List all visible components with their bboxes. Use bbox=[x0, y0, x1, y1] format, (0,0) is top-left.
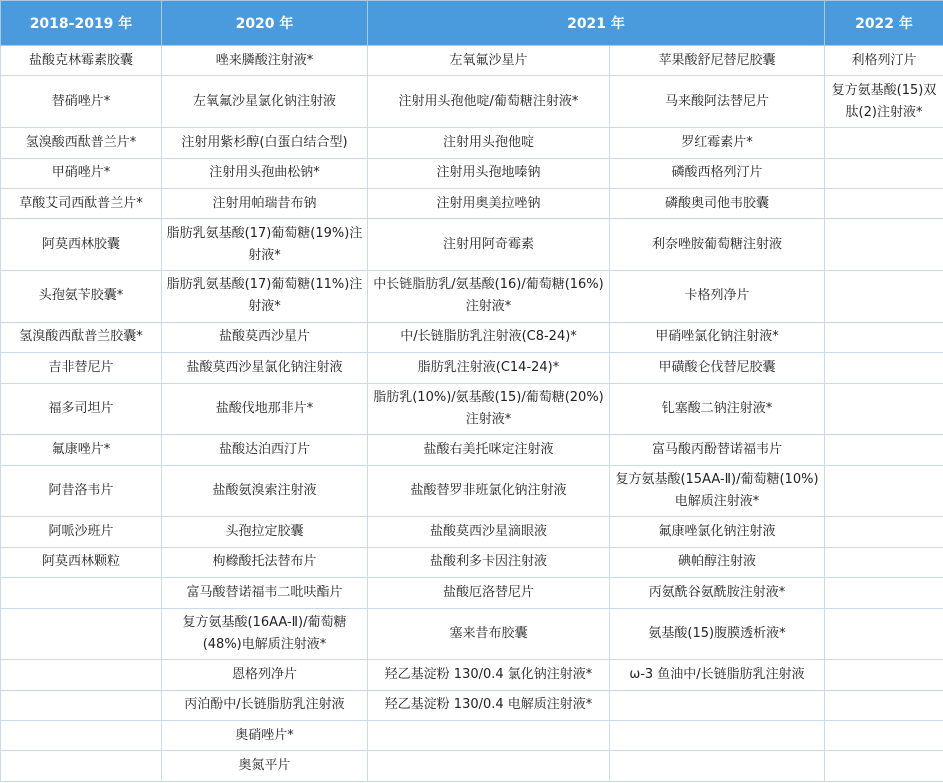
table-cell-col-2020: 奥硝唑片* bbox=[162, 721, 368, 751]
table-cell-col-2021a: 盐酸右美托咪定注射液 bbox=[368, 435, 610, 465]
table-row bbox=[1, 76, 943, 128]
table-cell-col-2018-2019: 阿莫西林颗粒 bbox=[1, 547, 162, 577]
table-cell-col-2022 bbox=[825, 660, 943, 690]
table-cell-col-2021a: 脂肪乳注射液(C14-24)* bbox=[368, 353, 610, 383]
table-cell-col-2018-2019 bbox=[1, 608, 162, 660]
table-row bbox=[1, 547, 943, 577]
table-cell-col-2021b: 磷酸西格列汀片 bbox=[610, 158, 825, 188]
table-row bbox=[1, 188, 943, 218]
table-cell-col-2022 bbox=[825, 128, 943, 158]
table-cell-col-2022 bbox=[825, 578, 943, 608]
table-cell-col-2021b: 磷酸奥司他韦胶囊 bbox=[610, 188, 825, 218]
header-2021: 2021 年 bbox=[368, 1, 825, 46]
table-cell-col-2021a: 左氧氟沙星片 bbox=[368, 46, 610, 76]
table-cell-col-2021a: 注射用阿奇霉素 bbox=[368, 219, 610, 271]
table-row bbox=[1, 128, 943, 158]
table-cell-col-2021a: 塞来昔布胶囊 bbox=[368, 608, 610, 660]
table-cell-col-2020: 左氧氟沙星氯化钠注射液 bbox=[162, 76, 368, 128]
table-cell-col-2021a: 羟乙基淀粉 130/0.4 氯化钠注射液* bbox=[368, 660, 610, 690]
table-cell-col-2021a: 注射用头孢他啶 bbox=[368, 128, 610, 158]
table-row bbox=[1, 660, 943, 690]
table-cell-col-2020: 盐酸莫西沙星片 bbox=[162, 322, 368, 352]
table-cell-col-2020: 盐酸莫西沙星氯化钠注射液 bbox=[162, 353, 368, 383]
table-row bbox=[1, 517, 943, 547]
table-cell-col-2020: 注射用紫杉醇(白蛋白结合型) bbox=[162, 128, 368, 158]
table-cell-col-2022 bbox=[825, 435, 943, 465]
table-cell-col-2021a: 盐酸厄洛替尼片 bbox=[368, 578, 610, 608]
table-cell-col-2022 bbox=[825, 608, 943, 660]
table-cell-col-2018-2019: 阿昔洛韦片 bbox=[1, 465, 162, 517]
table-cell-col-2021b: 罗红霉素片* bbox=[610, 128, 825, 158]
table-cell-col-2018-2019: 替硝唑片* bbox=[1, 76, 162, 128]
table-row bbox=[1, 219, 943, 271]
table-row bbox=[1, 46, 943, 76]
table-cell-col-2021b: 碘帕醇注射液 bbox=[610, 547, 825, 577]
table-cell-col-2021a: 脂肪乳(10%)/氨基酸(15)/葡萄糖(20%)注射液* bbox=[368, 383, 610, 435]
table-cell-col-2021a bbox=[368, 721, 610, 751]
table-cell-col-2020: 复方氨基酸(16AA-Ⅱ)/葡萄糖(48%)电解质注射液* bbox=[162, 608, 368, 660]
table-cell-col-2018-2019: 氟康唑片* bbox=[1, 435, 162, 465]
table-row bbox=[1, 158, 943, 188]
table-cell-col-2021a: 注射用头孢地嗪钠 bbox=[368, 158, 610, 188]
table-cell-col-2021b: 丙氨酰谷氨酰胺注射液* bbox=[610, 578, 825, 608]
table-cell-col-2020: 注射用头孢曲松钠* bbox=[162, 158, 368, 188]
table-cell-col-2021b bbox=[610, 690, 825, 720]
table-cell-col-2021b: 甲硝唑氯化钠注射液* bbox=[610, 322, 825, 352]
table-cell-col-2021b: 氟康唑氯化钠注射液 bbox=[610, 517, 825, 547]
table-cell-col-2021a: 注射用奥美拉唑钠 bbox=[368, 188, 610, 218]
table-cell-col-2020: 富马酸替诺福韦二吡呋酯片 bbox=[162, 578, 368, 608]
table-cell-col-2018-2019: 福多司坦片 bbox=[1, 383, 162, 435]
table-cell-col-2018-2019: 草酸艾司西酞普兰片* bbox=[1, 188, 162, 218]
header-2020: 2020 年 bbox=[162, 1, 368, 46]
table-cell-col-2021b: ω-3 鱼油中/长链脂肪乳注射液 bbox=[610, 660, 825, 690]
table-cell-col-2021a bbox=[368, 751, 610, 782]
table-cell-col-2021b bbox=[610, 751, 825, 782]
table-cell-col-2022 bbox=[825, 353, 943, 383]
table-cell-col-2020: 枸橼酸托法替布片 bbox=[162, 547, 368, 577]
table-cell-col-2021b: 苹果酸舒尼替尼胶囊 bbox=[610, 46, 825, 76]
table-cell-col-2022 bbox=[825, 219, 943, 271]
table-row bbox=[1, 353, 943, 383]
table-cell-col-2018-2019: 氢溴酸西酞普兰胶囊* bbox=[1, 322, 162, 352]
table-cell-col-2022 bbox=[825, 517, 943, 547]
table-cell-col-2018-2019 bbox=[1, 578, 162, 608]
table-cell-col-2021a: 盐酸替罗非班氯化钠注射液 bbox=[368, 465, 610, 517]
header-row bbox=[1, 1, 943, 46]
header-2022: 2022 年 bbox=[825, 1, 943, 46]
table-cell-col-2022 bbox=[825, 690, 943, 720]
table-cell-col-2021a: 羟乙基淀粉 130/0.4 电解质注射液* bbox=[368, 690, 610, 720]
table-cell-col-2020: 脂肪乳氨基酸(17)葡萄糖(11%)注射液* bbox=[162, 271, 368, 323]
table-cell-col-2020: 盐酸氨溴索注射液 bbox=[162, 465, 368, 517]
table-cell-col-2020: 注射用帕瑞昔布钠 bbox=[162, 188, 368, 218]
table-cell-col-2020: 头孢拉定胶囊 bbox=[162, 517, 368, 547]
table-cell-col-2021b: 钆塞酸二钠注射液* bbox=[610, 383, 825, 435]
table-cell-col-2021b: 氨基酸(15)腹膜透析液* bbox=[610, 608, 825, 660]
header-2018-2019: 2018-2019 年 bbox=[1, 1, 162, 46]
table-cell-col-2018-2019: 阿莫西林胶囊 bbox=[1, 219, 162, 271]
table-cell-col-2021b: 马来酸阿法替尼片 bbox=[610, 76, 825, 128]
table-cell-col-2018-2019: 吉非替尼片 bbox=[1, 353, 162, 383]
table-cell-col-2020: 盐酸达泊西汀片 bbox=[162, 435, 368, 465]
table-cell-col-2022 bbox=[825, 383, 943, 435]
table-cell-col-2021b: 卡格列净片 bbox=[610, 271, 825, 323]
table-cell-col-2018-2019: 氢溴酸西酞普兰片* bbox=[1, 128, 162, 158]
table-row bbox=[1, 322, 943, 352]
table-cell-col-2018-2019: 盐酸克林霉素胶囊 bbox=[1, 46, 162, 76]
table-cell-col-2021a: 中长链脂肪乳/氨基酸(16)/葡萄糖(16%)注射液* bbox=[368, 271, 610, 323]
table-cell-col-2021a: 盐酸莫西沙星滴眼液 bbox=[368, 517, 610, 547]
table-cell-col-2020: 唑来膦酸注射液* bbox=[162, 46, 368, 76]
table-cell-col-2020: 奥氮平片 bbox=[162, 751, 368, 782]
table-row bbox=[1, 435, 943, 465]
table-cell-col-2022 bbox=[825, 547, 943, 577]
table-cell-col-2020: 盐酸伐地那非片* bbox=[162, 383, 368, 435]
table-body bbox=[1, 46, 943, 782]
table-cell-col-2022 bbox=[825, 721, 943, 751]
table-row bbox=[1, 578, 943, 608]
table-row bbox=[1, 383, 943, 435]
table-cell-col-2020: 恩格列净片 bbox=[162, 660, 368, 690]
table-cell-col-2022: 复方氨基酸(15)双肽(2)注射液* bbox=[825, 76, 943, 128]
table-row bbox=[1, 690, 943, 720]
table-cell-col-2018-2019 bbox=[1, 721, 162, 751]
table-cell-col-2018-2019: 阿哌沙班片 bbox=[1, 517, 162, 547]
table-cell-col-2021b: 富马酸丙酚替诺福韦片 bbox=[610, 435, 825, 465]
table-cell-col-2020: 丙泊酚中/长链脂肪乳注射液 bbox=[162, 690, 368, 720]
table-cell-col-2018-2019: 头孢氨苄胶囊* bbox=[1, 271, 162, 323]
table-cell-col-2021b bbox=[610, 721, 825, 751]
table-cell-col-2018-2019 bbox=[1, 660, 162, 690]
table-cell-col-2018-2019 bbox=[1, 690, 162, 720]
table-cell-col-2018-2019 bbox=[1, 751, 162, 782]
table-cell-col-2022 bbox=[825, 271, 943, 323]
table-cell-col-2021b: 利奈唑胺葡萄糖注射液 bbox=[610, 219, 825, 271]
table-row bbox=[1, 751, 943, 782]
table-cell-col-2020: 脂肪乳氨基酸(17)葡萄糖(19%)注射液* bbox=[162, 219, 368, 271]
table-cell-col-2022 bbox=[825, 465, 943, 517]
table-cell-col-2021b: 复方氨基酸(15AA-Ⅱ)/葡萄糖(10%)电解质注射液* bbox=[610, 465, 825, 517]
table-cell-col-2021a: 注射用头孢他啶/葡萄糖注射液* bbox=[368, 76, 610, 128]
table-cell-col-2021b: 甲磺酸仑伐替尼胶囊 bbox=[610, 353, 825, 383]
table-row bbox=[1, 465, 943, 517]
table-cell-col-2022: 利格列汀片 bbox=[825, 46, 943, 76]
table-row bbox=[1, 721, 943, 751]
table-row bbox=[1, 271, 943, 323]
table-cell-col-2021a: 中/长链脂肪乳注射液(C8-24)* bbox=[368, 322, 610, 352]
table-row bbox=[1, 608, 943, 660]
table-cell-col-2021a: 盐酸利多卡因注射液 bbox=[368, 547, 610, 577]
table-cell-col-2022 bbox=[825, 158, 943, 188]
table-cell-col-2022 bbox=[825, 188, 943, 218]
table-cell-col-2022 bbox=[825, 322, 943, 352]
table-cell-col-2022 bbox=[825, 751, 943, 782]
table-cell-col-2018-2019: 甲硝唑片* bbox=[1, 158, 162, 188]
